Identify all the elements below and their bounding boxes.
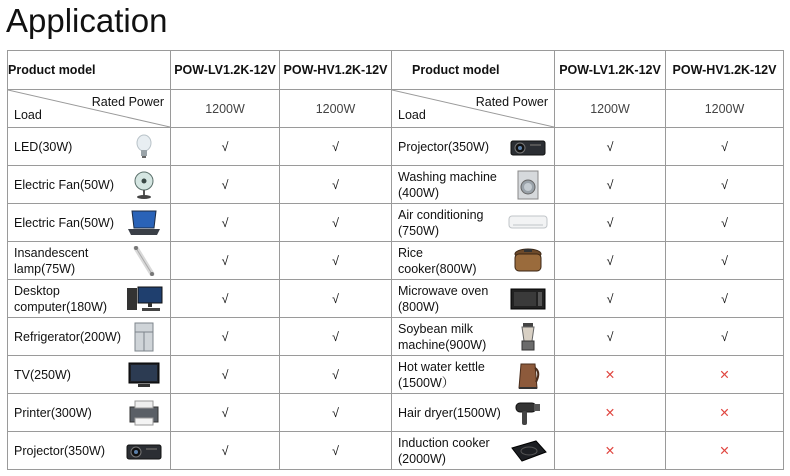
hair-dryer-icon [508, 398, 548, 428]
check-mark: √ [555, 242, 666, 280]
table-row [8, 280, 784, 318]
desktop-computer-icon [124, 284, 164, 314]
tv-icon [124, 360, 164, 390]
load-label: TV(250W) [14, 367, 71, 382]
load-cell [392, 242, 555, 280]
check-mark: √ [171, 280, 280, 318]
load-label: Rice cooker(800W) [398, 245, 477, 276]
load-cell [8, 166, 171, 204]
table-row [8, 432, 784, 470]
load-label: Desktop computer(180W) [14, 283, 108, 314]
load-cell [392, 128, 555, 166]
load-label: Load [14, 108, 42, 122]
light-bulb-icon [124, 132, 164, 162]
load-cell [392, 280, 555, 318]
load-label: Hair dryer(1500W) [398, 405, 501, 420]
check-mark: √ [666, 166, 784, 204]
check-mark: √ [280, 432, 392, 470]
kettle-icon [508, 360, 548, 390]
table-row [8, 242, 784, 280]
model-hv-label: POW-HV1.2K-12V [280, 51, 392, 90]
table-row [8, 128, 784, 166]
load-label: Soybean milk machine(900W) [398, 321, 487, 352]
check-mark: √ [171, 166, 280, 204]
projector-icon [508, 132, 548, 162]
load-cell [8, 432, 171, 470]
check-mark: √ [171, 394, 280, 432]
laptop-icon [124, 208, 164, 238]
fluorescent-tube-icon [124, 246, 164, 276]
product-model-label: Product model [8, 51, 171, 90]
load-cell [392, 432, 555, 470]
model-hv-label: POW-HV1.2K-12V [666, 51, 784, 90]
check-mark: √ [171, 204, 280, 242]
header-row [8, 51, 784, 90]
check-mark: √ [171, 318, 280, 356]
power-lv: 1200W [171, 90, 280, 128]
load-cell [392, 356, 555, 394]
printer-icon [124, 398, 164, 428]
check-mark: √ [280, 356, 392, 394]
check-mark: √ [171, 242, 280, 280]
check-mark: √ [171, 356, 280, 394]
load-label: Microwave oven (800W) [398, 283, 489, 314]
induction-cooker-icon [508, 436, 548, 466]
cross-mark: ✕ [666, 432, 784, 470]
load-label: Air conditioning (750W) [398, 207, 484, 238]
load-label: Projector(350W) [14, 443, 105, 458]
rated-power-label: Rated Power [91, 95, 164, 109]
load-label: Washing machine (400W) [398, 169, 497, 200]
check-mark: √ [555, 318, 666, 356]
cross-mark: ✕ [555, 356, 666, 394]
load-label: LED(30W) [14, 139, 73, 154]
rated-power-label: Rated Power [475, 95, 548, 109]
power-lv: 1200W [555, 90, 666, 128]
load-cell [392, 318, 555, 356]
check-mark: √ [280, 242, 392, 280]
check-mark: √ [280, 394, 392, 432]
blender-icon [508, 322, 548, 352]
load-cell [392, 204, 555, 242]
table-row [8, 356, 784, 394]
check-mark: √ [280, 204, 392, 242]
check-mark: √ [555, 204, 666, 242]
load-label: Hot water kettle (1500W） [398, 359, 485, 390]
microwave-oven-icon [508, 284, 548, 314]
power-hv: 1200W [666, 90, 784, 128]
model-lv-label: POW-LV1.2K-12V [555, 51, 666, 90]
electric-fan-icon [124, 170, 164, 200]
cross-mark: ✕ [555, 432, 666, 470]
table-row [8, 166, 784, 204]
check-mark: √ [280, 280, 392, 318]
refrigerator-icon [124, 322, 164, 352]
check-mark: √ [280, 128, 392, 166]
load-cell [8, 280, 171, 318]
washing-machine-icon [508, 170, 548, 200]
load-label: Printer(300W) [14, 405, 92, 420]
load-label: Insandescent lamp(75W) [14, 245, 89, 276]
table-row [8, 318, 784, 356]
check-mark: √ [666, 242, 784, 280]
check-mark: √ [171, 432, 280, 470]
page-title: Application [6, 2, 168, 39]
check-mark: √ [666, 128, 784, 166]
application-table [7, 50, 784, 470]
load-cell [8, 128, 171, 166]
load-cell [8, 394, 171, 432]
rice-cooker-icon [508, 246, 548, 276]
load-label: Refrigerator(200W) [14, 329, 121, 344]
check-mark: √ [171, 128, 280, 166]
check-mark: √ [555, 166, 666, 204]
load-cell [8, 356, 171, 394]
load-label: Electric Fan(50W) [14, 215, 115, 230]
projector-icon [124, 436, 164, 466]
load-label: Load [398, 108, 426, 122]
product-model-label: Product model [392, 51, 555, 90]
load-cell [392, 394, 555, 432]
cross-mark: ✕ [555, 394, 666, 432]
check-mark: √ [666, 318, 784, 356]
load-cell [8, 318, 171, 356]
check-mark: √ [280, 318, 392, 356]
cross-mark: ✕ [666, 394, 784, 432]
table-row [8, 204, 784, 242]
check-mark: √ [555, 280, 666, 318]
table-row [8, 394, 784, 432]
air-conditioner-icon [508, 208, 548, 238]
load-cell [8, 204, 171, 242]
check-mark: √ [666, 280, 784, 318]
load-label: Projector(350W) [398, 139, 489, 154]
load-cell [8, 242, 171, 280]
load-label: Induction cooker (2000W) [398, 435, 490, 466]
rated-power-load-cell [392, 90, 555, 128]
load-label: Electric Fan(50W) [14, 177, 115, 192]
rated-power-row [8, 90, 784, 128]
rated-power-load-cell [8, 90, 171, 128]
check-mark: √ [555, 128, 666, 166]
check-mark: √ [280, 166, 392, 204]
power-hv: 1200W [280, 90, 392, 128]
check-mark: √ [666, 204, 784, 242]
cross-mark: ✕ [666, 356, 784, 394]
model-lv-label: POW-LV1.2K-12V [171, 51, 280, 90]
load-cell [392, 166, 555, 204]
